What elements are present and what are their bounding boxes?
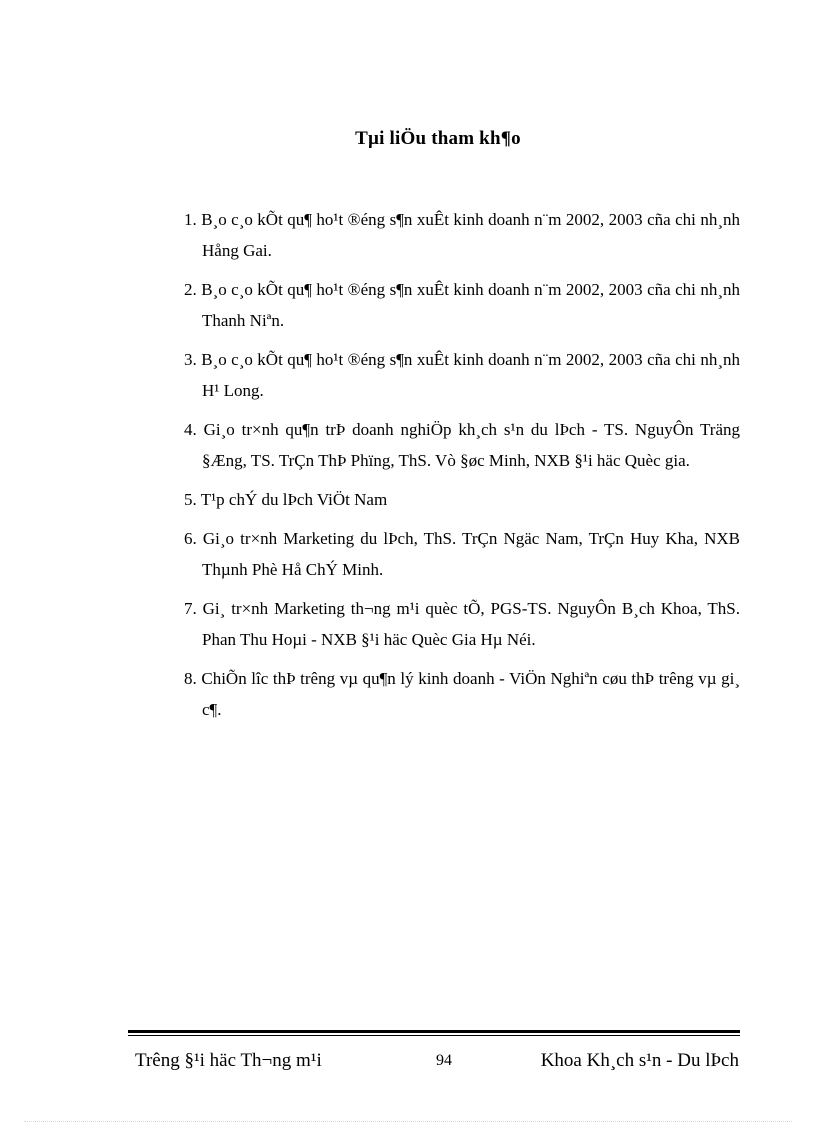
reference-item [184, 484, 740, 515]
reference-number: 8. [184, 669, 197, 688]
reference-number: 6. [184, 529, 197, 548]
reference-number: 2. [184, 280, 197, 299]
reference-item [184, 523, 740, 585]
page-number: 94 [436, 1052, 452, 1069]
reference-number: 1. [184, 210, 197, 229]
reference-number: 7. [184, 599, 197, 618]
reference-text: T¹p chÝ du lÞch ViÖt Nam [200, 490, 388, 509]
page-title: Tµi liÖu tham kh¶o [355, 128, 521, 149]
reference-item [184, 414, 740, 476]
footer-institution: Trêng §¹i häc Th¬ng m¹i [135, 1050, 322, 1071]
reference-text: Gi¸ tr×nh Marketing th¬ng m¹i quèc tÕ, PGS-TS. NguyÔn B¸ch Khoa, ThS. Phan Thu Hoµi - NXB §¹i häc Quèc Gia Hµ Néi. [202, 599, 741, 649]
reference-item [184, 344, 740, 406]
reference-number: 4. [184, 420, 197, 439]
reference-item [184, 204, 740, 266]
reference-list [184, 204, 740, 733]
reference-text: Gi¸o tr×nh Marketing du lÞch, ThS. TrÇn Ngäc Nam, TrÇn Huy Kha, NXB Thµnh Phè Hå ChÝ Minh. [202, 529, 740, 579]
reference-text: B¸o c¸o kÕt qu¶ ho¹t ®éng s¶n xuÊt kinh doanh n¨m 2002, 2003 cña chi nh¸nh Hång Gai. [201, 210, 740, 260]
reference-text: Gi¸o tr×nh qu¶n trÞ doanh nghiÖp kh¸ch s¹n du lÞch - TS. NguyÔn Träng §Æng, TS. TrÇn ThÞ Phïng, ThS. Vò §øc Minh, NXB §¹i häc Quèc gia. [202, 420, 741, 470]
page-edge-divider [24, 1121, 792, 1122]
footer-department: Khoa Kh¸ch s¹n - Du lÞch [540, 1050, 739, 1071]
reference-text: ChiÕn lîc thÞ trêng vµ qu¶n lý kinh doanh - ViÖn Nghiªn cøu thÞ trêng vµ gi¸ c¶. [201, 669, 741, 719]
page-footer [135, 1050, 739, 1078]
reference-number: 5. [184, 490, 197, 509]
reference-text: B¸o c¸o kÕt qu¶ ho¹t ®éng s¶n xuÊt kinh doanh n¨m 2002, 2003 cña chi nh¸nh H¹ Long. [201, 350, 740, 400]
reference-item [184, 663, 740, 725]
reference-text: B¸o c¸o kÕt qu¶ ho¹t ®éng s¶n xuÊt kinh doanh n¨m 2002, 2003 cña chi nh¸nh Thanh Niªn. [201, 280, 740, 330]
reference-item [184, 274, 740, 336]
footer-divider-thin [128, 1035, 740, 1036]
reference-item [184, 593, 740, 655]
reference-number: 3. [184, 350, 197, 369]
footer-divider-thick [128, 1030, 740, 1033]
